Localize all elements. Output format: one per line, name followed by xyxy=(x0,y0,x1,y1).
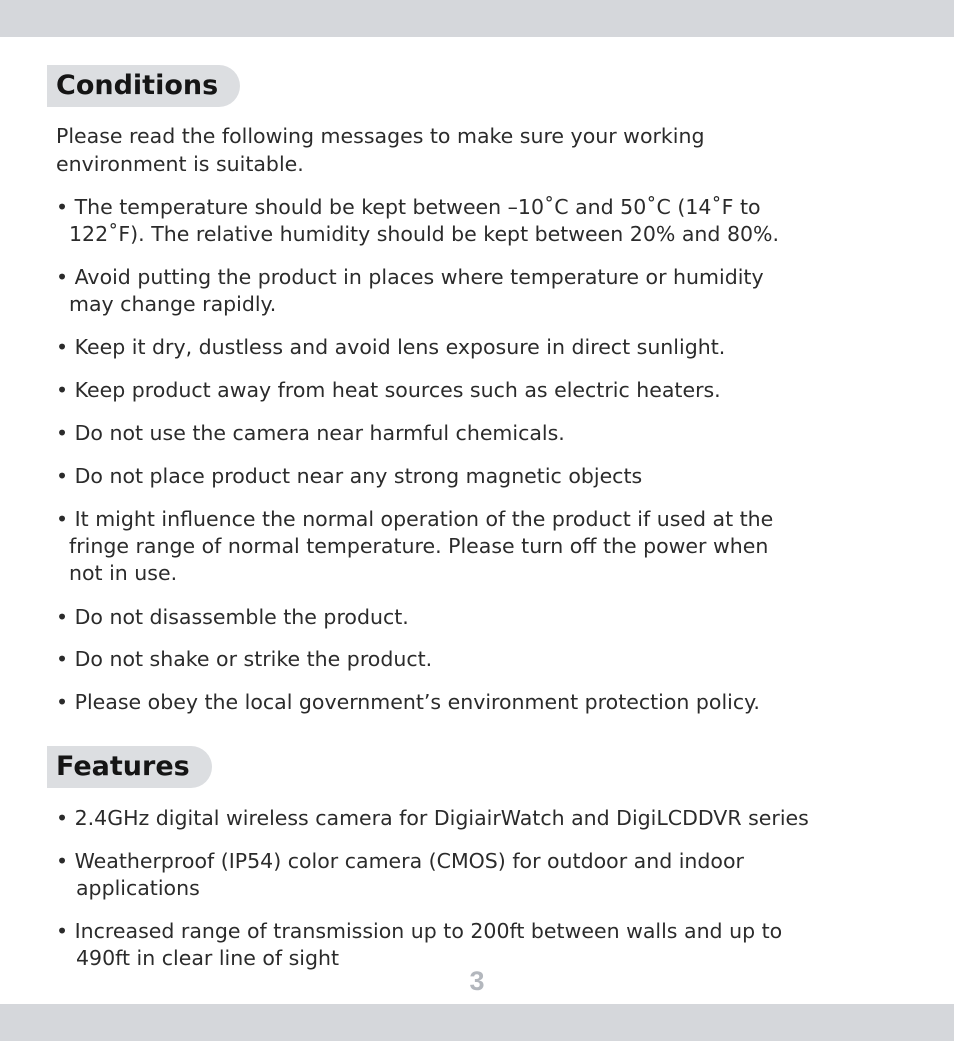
top-band xyxy=(0,0,954,37)
condition-item-rapid-change xyxy=(56,264,764,318)
condition-item-line: fringe range of normal temperature. Please turn off the power when xyxy=(69,534,769,558)
conditions-intro-line: Please read the following messages to make sure your working xyxy=(56,124,705,148)
condition-item-environment xyxy=(56,689,760,716)
condition-item-line: • Please obey the local government’s environment protection policy. xyxy=(56,690,760,714)
condition-item-line: 122˚F). The relative humidity should be kept between 20% and 80%. xyxy=(69,222,780,246)
feature-item-line: • 2.4GHz digital wireless camera for DigiairWatch and DigiLCDDVR series xyxy=(56,806,809,830)
condition-item-line: • Keep it dry, dustless and avoid lens exposure in direct sunlight. xyxy=(56,335,726,359)
bottom-band xyxy=(0,1004,954,1041)
condition-item-line: may change rapidly. xyxy=(69,292,277,316)
condition-item-disassemble xyxy=(56,604,409,631)
condition-item-magnetic xyxy=(56,463,642,490)
features-heading: Features xyxy=(47,746,212,788)
condition-item-shake xyxy=(56,646,432,673)
feature-item-line: • Weatherproof (IP54) color camera (CMOS) for outdoor and indoor xyxy=(56,849,744,873)
condition-item-temperature xyxy=(56,194,779,248)
condition-item-line: • It might influence the normal operation of the product if used at the xyxy=(56,507,774,531)
conditions-intro xyxy=(56,122,704,178)
feature-item-range xyxy=(56,918,782,972)
condition-item-line: • The temperature should be kept between –10˚C and 50˚C (14˚F to xyxy=(56,195,761,219)
feature-item-weatherproof xyxy=(56,848,744,902)
feature-item-wireless xyxy=(56,805,809,832)
condition-item-line: not in use. xyxy=(69,561,178,585)
feature-item-line: • Increased range of transmission up to 200ft between walls and up to xyxy=(56,919,783,943)
condition-item-line: • Do not disassemble the product. xyxy=(56,605,409,629)
feature-item-line: applications xyxy=(76,876,200,900)
condition-item-chemicals xyxy=(56,420,565,447)
conditions-heading: Conditions xyxy=(47,65,240,107)
conditions-intro-line: environment is suitable. xyxy=(56,152,304,176)
condition-item-line: • Do not shake or strike the product. xyxy=(56,647,433,671)
condition-item-line: • Do not use the camera near harmful chemicals. xyxy=(56,421,565,445)
condition-item-line: • Do not place product near any strong magnetic objects xyxy=(56,464,643,488)
condition-item-heat xyxy=(56,377,721,404)
condition-item-line: • Keep product away from heat sources such as electric heaters. xyxy=(56,378,721,402)
condition-item-fringe xyxy=(56,506,773,587)
condition-item-line: • Avoid putting the product in places where temperature or humidity xyxy=(56,265,764,289)
feature-item-line: 490ft in clear line of sight xyxy=(76,946,340,970)
condition-item-dry xyxy=(56,334,725,361)
page-number: 3 xyxy=(469,966,485,996)
